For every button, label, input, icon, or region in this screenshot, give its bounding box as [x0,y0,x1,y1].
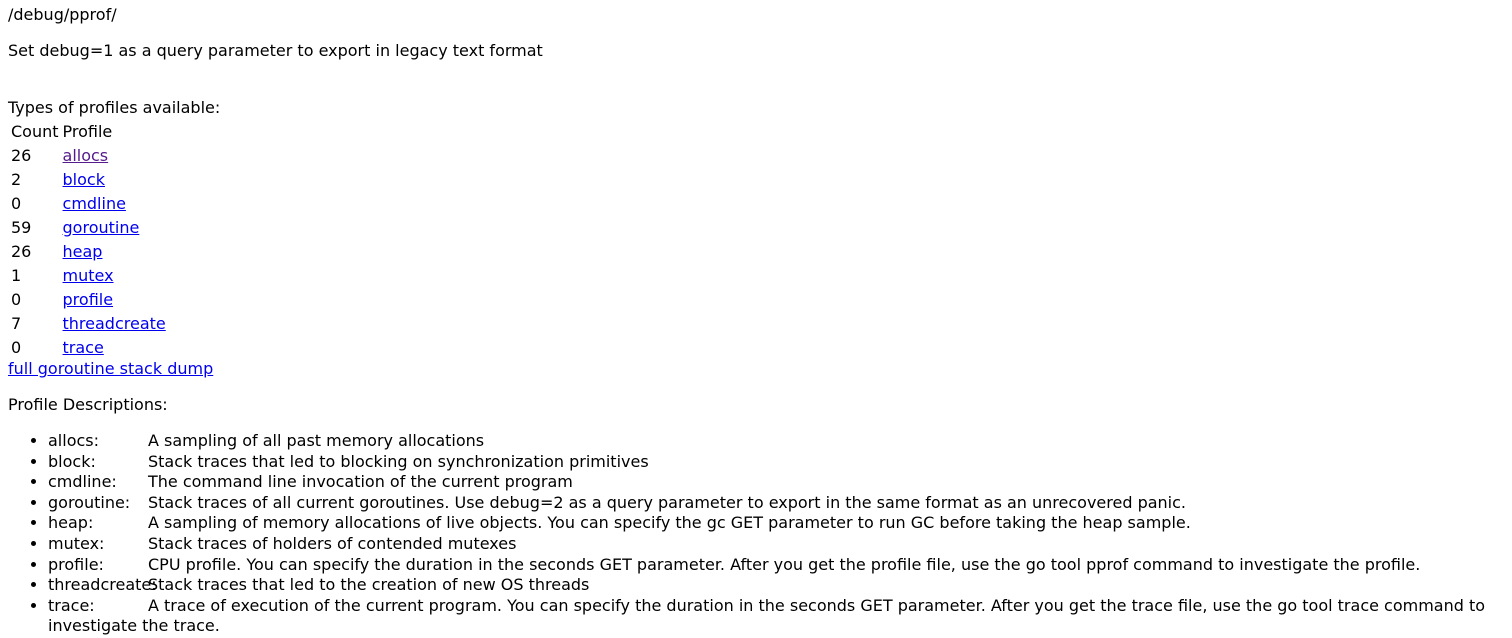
list-item [48,452,1504,473]
profile-count: 0 [11,338,22,357]
description-term: profile: [48,554,104,574]
profile-count: 2 [11,170,22,189]
profile-count: 0 [11,290,22,309]
table-row [10,313,167,335]
description-text: Stack traces of all current goroutines. Use debug=2 as a query parameter to export in the same format as an unrecovered panic. [148,492,1187,512]
profile-column-header: Profile [62,122,113,141]
description-term: mutex: [48,533,105,553]
profile-cell [62,169,167,191]
profile-count: 26 [11,242,32,261]
profiles-table [8,119,169,361]
table-row [10,241,167,263]
table-row [10,145,167,167]
description-text: A sampling of all past memory allocations [148,431,485,450]
description-text: The command line invocation of the current program [148,472,573,492]
profiles-table-body [10,145,167,359]
description-term: heap: [48,513,94,533]
profile-cell [62,313,167,335]
profile-link-trace[interactable]: trace [62,338,104,357]
profile-link-block[interactable]: block [62,170,105,189]
full-goroutine-dump-link[interactable]: full goroutine stack dump [8,359,214,378]
description-text: Stack traces that led to the creation of new OS threads [148,575,590,595]
table-row [10,217,167,239]
profile-cell [62,241,167,263]
description-term: cmdline: [48,472,117,492]
description-term: goroutine: [48,492,131,512]
profile-cell [62,145,167,167]
profile-count: 0 [11,194,22,213]
description-text: Stack traces of holders of contended mutexes [148,533,517,553]
description-text: A trace of execution of the current program. You can specify the duration in the seconds GET parameter. After you get the trace file, use the go tool trace command to investigate the trace. [48,595,1486,636]
profile-link-cmdline[interactable]: cmdline [62,194,126,213]
debug-note: Set debug=1 as a query parameter to export in legacy text format [8,41,543,60]
count-column-header: Count [11,122,59,141]
profile-cell [62,217,167,239]
description-text: CPU profile. You can specify the duration in the seconds GET parameter. After you get the profile file, use the go tool pprof command to investigate the profile. [148,554,1421,574]
table-row [10,169,167,191]
profile-link-allocs[interactable]: allocs [62,146,109,165]
list-item [48,555,1504,576]
table-row [10,337,167,359]
list-item [48,472,1504,493]
profile-link-mutex[interactable]: mutex [62,266,114,285]
profile-cell [62,337,167,359]
descriptions-list [8,431,1504,637]
description-term: threadcreate: [48,575,157,595]
list-item [48,575,1504,596]
profile-cell [62,289,167,311]
table-row [10,193,167,215]
profile-count: 1 [11,266,22,285]
profile-count: 59 [11,218,32,237]
profile-link-profile[interactable]: profile [62,290,114,309]
list-item [48,534,1504,555]
table-header-row [10,121,167,143]
table-row [10,289,167,311]
list-item [48,513,1504,534]
profile-link-threadcreate[interactable]: threadcreate [62,314,166,333]
description-term: block: [48,451,96,471]
profile-link-goroutine[interactable]: goroutine [62,218,140,237]
descriptions-heading: Profile Descriptions: [8,395,168,414]
profile-link-heap[interactable]: heap [62,242,103,261]
profile-cell [62,265,167,287]
description-term: allocs: [48,431,100,450]
profile-count: 26 [11,146,32,165]
profile-cell [62,193,167,215]
list-item [48,493,1504,514]
description-text: Stack traces that led to blocking on synchronization primitives [148,451,649,471]
page-path: /debug/pprof/ [8,5,117,24]
profiles-heading: Types of profiles available: [8,98,221,117]
description-term: trace: [48,595,95,615]
profile-count: 7 [11,314,22,333]
description-text: A sampling of memory allocations of live objects. You can specify the gc GET parameter to run GC before taking the heap sample. [148,513,1191,533]
list-item [48,596,1504,637]
table-row [10,265,167,287]
list-item [48,431,1504,452]
